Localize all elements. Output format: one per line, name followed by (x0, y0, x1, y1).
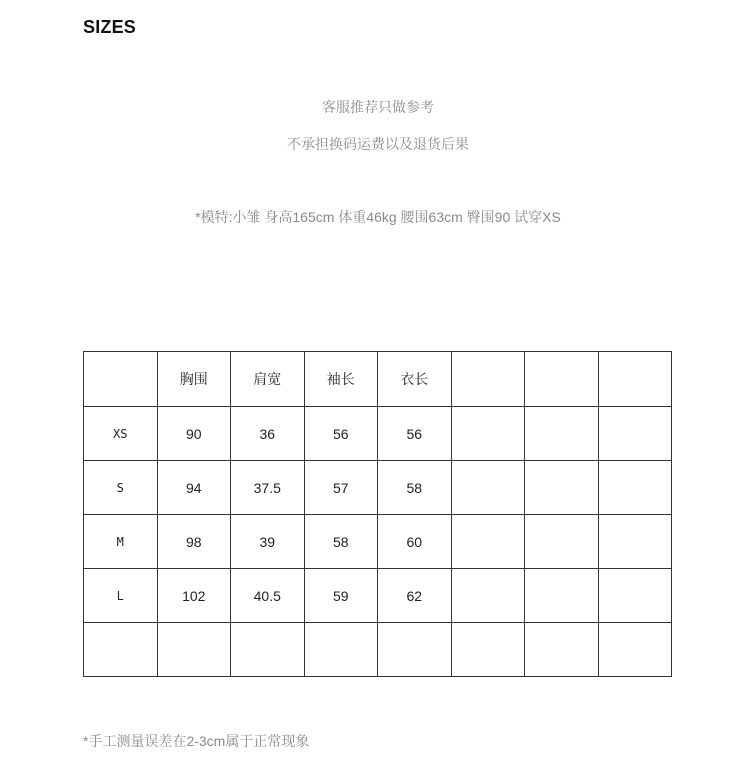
sleeve-cell: 59 (304, 569, 378, 623)
empty-cell (525, 407, 599, 461)
empty-cell (525, 623, 599, 677)
empty-cell (451, 407, 525, 461)
empty-cell (598, 569, 672, 623)
empty-cell (451, 569, 525, 623)
page-title: SIZES (83, 17, 137, 37)
length-cell: 62 (378, 569, 452, 623)
header-cell-blank (598, 352, 672, 407)
chest-cell: 90 (157, 407, 231, 461)
header-cell-length: 衣长 (378, 352, 452, 407)
table-header-row (84, 352, 672, 407)
table-row (84, 569, 672, 623)
empty-cell (451, 461, 525, 515)
length-cell: 58 (378, 461, 452, 515)
empty-cell (525, 461, 599, 515)
sleeve-cell: 57 (304, 461, 378, 515)
empty-cell (451, 623, 525, 677)
length-cell: 60 (378, 515, 452, 569)
shoulder-cell: 39 (231, 515, 305, 569)
empty-cell (378, 623, 452, 677)
header-cell-sleeve: 袖长 (304, 352, 378, 407)
table-row (84, 461, 672, 515)
sleeve-cell: 56 (304, 407, 378, 461)
shoulder-cell: 37.5 (231, 461, 305, 515)
empty-cell (525, 569, 599, 623)
empty-cell (231, 623, 305, 677)
header-cell-blank (451, 352, 525, 407)
size-table (83, 351, 672, 677)
shoulder-cell: 36 (231, 407, 305, 461)
size-cell: S (84, 461, 158, 515)
empty-cell (84, 623, 158, 677)
recommendation-note: 客服推荐只做参考 (322, 99, 434, 115)
shoulder-cell: 40.5 (231, 569, 305, 623)
chest-cell: 94 (157, 461, 231, 515)
empty-cell (525, 515, 599, 569)
chest-cell: 102 (157, 569, 231, 623)
header-cell-chest: 胸围 (157, 352, 231, 407)
table-row (84, 515, 672, 569)
empty-cell (598, 407, 672, 461)
empty-cell (598, 461, 672, 515)
header-cell-blank (525, 352, 599, 407)
size-cell: XS (84, 407, 158, 461)
measurement-error-note: *手工测量误差在2-3cm属于正常现象 (83, 733, 310, 749)
size-cell: L (84, 569, 158, 623)
return-policy-note: 不承担换码运费以及退货后果 (287, 136, 469, 152)
size-cell: M (84, 515, 158, 569)
length-cell: 56 (378, 407, 452, 461)
empty-cell (157, 623, 231, 677)
empty-cell (451, 515, 525, 569)
model-info-note: *模特:小雏 身高165cm 体重46kg 腰围63cm 臀围90 试穿XS (195, 209, 561, 225)
header-cell-shoulder: 肩宽 (231, 352, 305, 407)
table-row-empty (84, 623, 672, 677)
sleeve-cell: 58 (304, 515, 378, 569)
header-cell-empty (84, 352, 158, 407)
empty-cell (598, 623, 672, 677)
empty-cell (304, 623, 378, 677)
table-row (84, 407, 672, 461)
empty-cell (598, 515, 672, 569)
chest-cell: 98 (157, 515, 231, 569)
